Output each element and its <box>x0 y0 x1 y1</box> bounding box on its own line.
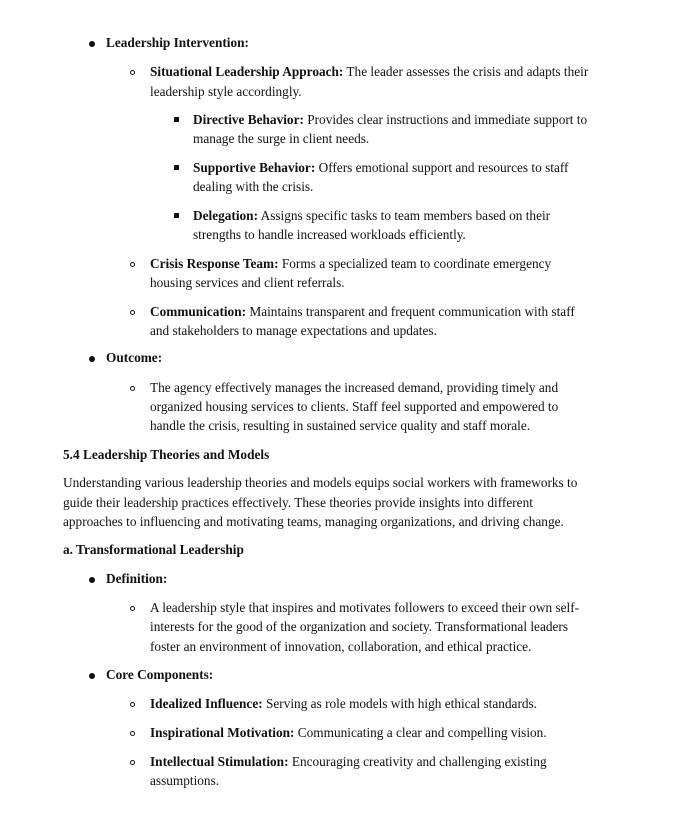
bullet-circle <box>130 262 135 267</box>
definition-text-line: foster an environment of innovation, collaboration, and ethical practice. <box>150 639 532 654</box>
item-text-continued: assumptions. <box>150 773 220 788</box>
item-label: Inspirational Motivation: <box>150 725 295 740</box>
bullet-square <box>174 117 179 122</box>
section-heading-5-4: 5.4 Leadership Theories and Models <box>63 447 270 462</box>
item-situational-leadership <box>150 62 588 82</box>
bullet-disc <box>89 356 95 362</box>
item-text-continued: manage the surge in client needs. <box>193 131 370 146</box>
item-text: The leader assesses the crisis and adapts their <box>343 64 589 79</box>
heading-core-components: Core Components: <box>106 667 214 682</box>
item-label: Delegation: <box>193 208 258 223</box>
heading-definition: Definition: <box>106 571 168 586</box>
outcome-text-line: handle the crisis, resulting in sustained service quality and staff morale. <box>150 418 531 433</box>
item-text: Forms a specialized team to coordinate emergency <box>278 256 552 271</box>
bullet-circle <box>130 702 135 707</box>
item-label: Supportive Behavior: <box>193 160 316 175</box>
item-supportive-behavior <box>193 158 568 178</box>
item-delegation <box>193 206 550 226</box>
bullet-square <box>174 165 179 170</box>
bullet-disc <box>89 673 95 679</box>
item-text-continued: dealing with the crisis. <box>193 179 314 194</box>
paragraph-line: approaches to influencing and motivating teams, managing organizations, and driving change. <box>63 514 564 529</box>
item-idealized-influence <box>150 694 537 714</box>
bullet-circle <box>130 310 135 315</box>
bullet-square <box>174 213 179 218</box>
item-communication <box>150 302 575 322</box>
item-label: Situational Leadership Approach: <box>150 64 344 79</box>
item-inspirational-motivation <box>150 723 547 743</box>
item-text: Provides clear instructions and immediate support to <box>303 112 588 127</box>
subsection-heading-transformational: a. Transformational Leadership <box>63 542 244 557</box>
heading-leadership-intervention: Leadership Intervention: <box>106 35 249 50</box>
item-text: Assigns specific tasks to team members based on their <box>258 208 551 223</box>
item-text-continued: housing services and client referrals. <box>150 275 345 290</box>
heading-outcome: Outcome: <box>106 350 163 365</box>
bullet-circle <box>130 760 135 765</box>
definition-text-line: interests for the good of the organization and society. Transformational leaders <box>150 619 569 634</box>
item-directive-behavior <box>193 110 587 130</box>
paragraph-line: Understanding various leadership theories and models equips social workers with frameworks to <box>63 475 578 490</box>
item-label: Crisis Response Team: <box>150 256 279 271</box>
item-text: Maintains transparent and frequent communication with staff <box>246 304 575 319</box>
item-text-continued: leadership style accordingly. <box>150 84 302 99</box>
item-intellectual-stimulation <box>150 752 547 772</box>
item-label: Communication: <box>150 304 247 319</box>
bullet-circle <box>130 731 135 736</box>
item-text-continued: and stakeholders to manage expectations and updates. <box>150 323 437 338</box>
paragraph-line: guide their leadership practices effectively. These theories provide insights into different <box>63 495 533 510</box>
item-text: Communicating a clear and compelling vision. <box>294 725 547 740</box>
item-text: Encouraging creativity and challenging existing <box>288 754 547 769</box>
item-label: Intellectual Stimulation: <box>150 754 289 769</box>
outcome-text-line: organized housing services to clients. Staff feel supported and empowered to <box>150 399 559 414</box>
bullet-circle <box>130 386 135 391</box>
bullet-circle <box>130 70 135 75</box>
item-text-continued: strengths to handle increased workloads efficiently. <box>193 227 466 242</box>
bullet-disc <box>89 41 95 47</box>
item-text: Serving as role models with high ethical standards. <box>262 696 538 711</box>
definition-text-line: A leadership style that inspires and motivates followers to exceed their own self- <box>150 600 580 615</box>
outcome-text-line: The agency effectively manages the increased demand, providing timely and <box>150 380 559 395</box>
bullet-circle <box>130 606 135 611</box>
item-crisis-response-team <box>150 254 551 274</box>
bullet-disc <box>89 577 95 583</box>
item-text: Offers emotional support and resources to staff <box>315 160 569 175</box>
item-label: Idealized Influence: <box>150 696 263 711</box>
item-label: Directive Behavior: <box>193 112 304 127</box>
